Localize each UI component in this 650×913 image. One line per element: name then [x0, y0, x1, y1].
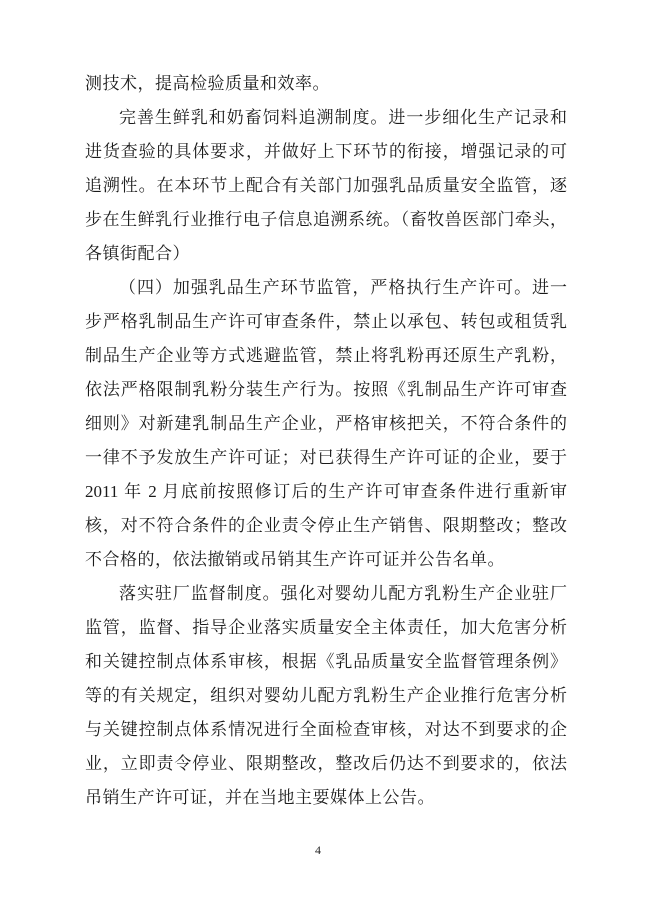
text-line: 业，立即责令停业、限期整改，整改后仍达不到要求的，依法	[85, 754, 567, 773]
text-block	[85, 67, 567, 815]
text-line: 2011 年 2 月底前按照修订后的生产许可审查条件进行重新审	[85, 482, 567, 501]
text-line: 和关键控制点体系审核，根据《乳品质量安全监督管理条例》	[85, 652, 567, 671]
text-line: 吊销生产许可证，并在当地主要媒体上公告。	[85, 788, 435, 807]
text-line: 完善生鲜乳和奶畜饲料追溯制度。进一步细化生产记录和	[119, 108, 567, 127]
text-line: 等的有关规定，组织对婴幼儿配方乳粉生产企业推行危害分析	[85, 686, 567, 705]
text-line: 细则》对新建乳制品生产企业，严格审核把关，不符合条件的	[85, 414, 567, 433]
text-line: 依法严格限制乳粉分装生产行为。按照《乳制品生产许可审查	[85, 380, 567, 399]
text-line: 一律不予发放生产许可证；对已获得生产许可证的企业，要于	[85, 448, 567, 467]
text-line: 落实驻厂监督制度。强化对婴幼儿配方乳粉生产企业驻厂	[119, 584, 567, 603]
text-line: 进货查验的具体要求，并做好上下环节的衔接，增强记录的可	[85, 142, 567, 161]
text-line: 各镇街配合）	[85, 244, 190, 263]
text-line: 测技术，提高检验质量和效率。	[85, 74, 330, 93]
text-line: （四）加强乳品生产环节监管，严格执行生产许可。进一	[119, 278, 567, 297]
text-line: 制品生产企业等方式逃避监管，禁止将乳粉再还原生产乳粉，	[85, 346, 567, 365]
text-line: 步严格乳制品生产许可审查条件，禁止以承包、转包或租赁乳	[85, 312, 567, 331]
text-line: 不合格的，依法撤销或吊销其生产许可证并公告名单。	[85, 550, 505, 569]
text-line: 步在生鲜乳行业推行电子信息追溯系统。（畜牧兽医部门牵头，	[85, 210, 567, 229]
text-line: 核，对不符合条件的企业责令停止生产销售、限期整改；整改	[85, 516, 567, 535]
text-line: 与关键控制点体系情况进行全面检查审核，对达不到要求的企	[85, 720, 567, 739]
page-number: 4	[315, 843, 321, 857]
text-line: 监管，监督、指导企业落实质量安全主体责任，加大危害分析	[85, 618, 567, 637]
text-line: 追溯性。在本环节上配合有关部门加强乳品质量安全监管，逐	[85, 176, 567, 195]
